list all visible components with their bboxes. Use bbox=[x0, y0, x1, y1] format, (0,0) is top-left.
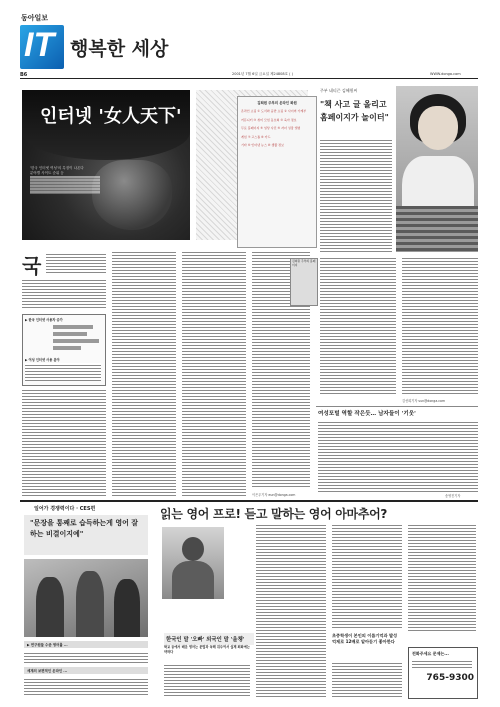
byline: 이은우기자 eun@donga.com bbox=[252, 493, 296, 497]
hero-caption-line: '한국 인터넷 여성'의 특징이 나온다 bbox=[30, 166, 84, 170]
section-divider bbox=[20, 500, 478, 502]
face-shadow bbox=[92, 160, 172, 230]
sidebar-byline: 송영진기자 bbox=[445, 494, 461, 498]
person-1 bbox=[36, 577, 64, 637]
hero-caption-line: 분야별 사이트 순위 등 bbox=[30, 171, 64, 175]
person-2 bbox=[76, 571, 104, 637]
teacher-head bbox=[182, 537, 204, 561]
feature-headline: 인터넷 '女人天下' bbox=[40, 106, 182, 127]
bottom-left-body-1 bbox=[24, 651, 148, 665]
inset-item: 기타 ⑨ 인터넷 뉴스 ⑩ 생활 정보 bbox=[241, 143, 284, 148]
bottom-left-body-2 bbox=[24, 677, 148, 697]
bottom-right-body-5 bbox=[408, 523, 476, 633]
hero-caption-text bbox=[30, 176, 100, 194]
chart-box bbox=[22, 314, 106, 386]
bottom-right-headline: 읽는 영어 프로! 듣고 말하는 영어 아마추어? bbox=[160, 507, 388, 521]
kicker: 주부 네티즌 김혜원씨 bbox=[320, 88, 358, 93]
sidebar-rule bbox=[316, 406, 478, 407]
sidebar-body bbox=[318, 420, 478, 492]
chart-bar bbox=[53, 339, 99, 343]
body-col-1b bbox=[22, 388, 106, 498]
bottom-left-heading: 일어가 경쟁력이다 · CES편 bbox=[34, 506, 96, 512]
chart-bar bbox=[53, 346, 81, 350]
quote-panel bbox=[24, 515, 148, 555]
chart-bar bbox=[53, 325, 93, 329]
section-title: 행복한 세상 bbox=[70, 38, 169, 60]
bottom-left bbox=[20, 505, 152, 700]
teacher-photo bbox=[162, 527, 224, 599]
chart2-text bbox=[25, 363, 101, 381]
site-url: WWW.donga.com bbox=[430, 72, 461, 76]
phone-ad bbox=[408, 647, 478, 699]
woman-photo bbox=[396, 86, 478, 252]
ad-phone: 765-9300 bbox=[426, 673, 474, 683]
callout: 초중학생이 본인의 이름기억과 발성 억제로 12배로 알아듣기 좋아한다 bbox=[332, 633, 398, 645]
inset-item: 무료 홈페이지 ⑤ 일상 사진 ⑥ 자녀 성장 앨범 bbox=[241, 126, 301, 131]
ad-title: 전화주세요 문제는... bbox=[412, 651, 449, 656]
hero-photo bbox=[22, 90, 190, 240]
it-logo bbox=[20, 25, 64, 69]
ad-text bbox=[412, 659, 472, 669]
bottom-right-body-1 bbox=[164, 663, 250, 697]
issue-line: 2001년 7월 6일 금요일 제24808호 ( ) bbox=[232, 72, 293, 76]
inset-item: 커뮤니티 ③ 취미 모임 동호회 ④ 육아 정보 bbox=[241, 117, 297, 122]
paper-name: 동아일보 bbox=[21, 13, 49, 22]
caption-bar: 세계의 보편적인 온라인 ... bbox=[24, 667, 148, 674]
bottom-right-body-2 bbox=[256, 523, 326, 697]
bottom-right bbox=[160, 505, 478, 700]
right-body-1 bbox=[320, 138, 392, 252]
teacher-body bbox=[172, 561, 214, 599]
chart-caption: ▶ 한국 인터넷 사용자 증가 bbox=[25, 318, 63, 322]
lead-paragraph bbox=[46, 252, 106, 274]
sidebar-headline: 여성포털 역할 작은듯… 남자들이 '기웃' bbox=[318, 411, 416, 417]
homepage-label: 김희원 주부의 홈페이지 bbox=[292, 259, 316, 267]
bottom-right-body-4 bbox=[332, 661, 402, 697]
chart2-caption: ▶ 여성 인터넷 사용 분야 bbox=[25, 358, 60, 362]
inset-item: 게임 ⑦ 고스톱 ⑧ 카드 bbox=[241, 134, 271, 139]
body-col-2 bbox=[112, 250, 176, 498]
quote-headline: "책 사고 글 올리고 홈페이지가 놀이터" bbox=[320, 100, 389, 122]
right-body-2 bbox=[320, 256, 396, 396]
bottom-right-body-3 bbox=[332, 523, 402, 629]
inset-title: 김희원 주부의 온라인 화원 bbox=[257, 101, 297, 105]
right-body-3 bbox=[402, 256, 478, 396]
lead-char: 국 bbox=[22, 254, 42, 278]
bottom-right-subhead: 한국인 말 '오빠' 외국인 말 '올챙' bbox=[164, 633, 254, 645]
masthead bbox=[0, 0, 500, 80]
chart-bar bbox=[53, 332, 87, 336]
it-logo-text: IT bbox=[24, 26, 55, 64]
inset-item: 온라인 쇼핑 ① 도서와 음반 쇼핑 ② 사이버 가계부 bbox=[241, 109, 307, 113]
homepage-thumb bbox=[290, 258, 318, 306]
body-col-1 bbox=[22, 278, 106, 310]
caption-bar: ▶ 연구원들 수준 영어를 ... bbox=[24, 641, 148, 648]
body-col-3 bbox=[182, 250, 246, 498]
feature-right bbox=[316, 82, 480, 254]
homepage-inset bbox=[237, 96, 317, 248]
students-photo bbox=[24, 559, 148, 637]
masthead-rule bbox=[20, 78, 478, 79]
book-stack bbox=[396, 206, 478, 252]
hero-caption bbox=[30, 166, 100, 194]
page-number: B6 bbox=[20, 72, 28, 78]
person-3 bbox=[114, 579, 140, 637]
bottom-left-quote: "문장을 통째로 습득하는게 영어 잘하는 비결이지예" bbox=[30, 519, 139, 538]
face bbox=[418, 106, 458, 150]
right-byline: 김선희기자 sun@donga.com bbox=[402, 399, 446, 403]
photo-caption: 학교 등에서 배운 영어는 문법과 독해 위주여서 실제 회화에는 약하다 bbox=[164, 645, 250, 654]
